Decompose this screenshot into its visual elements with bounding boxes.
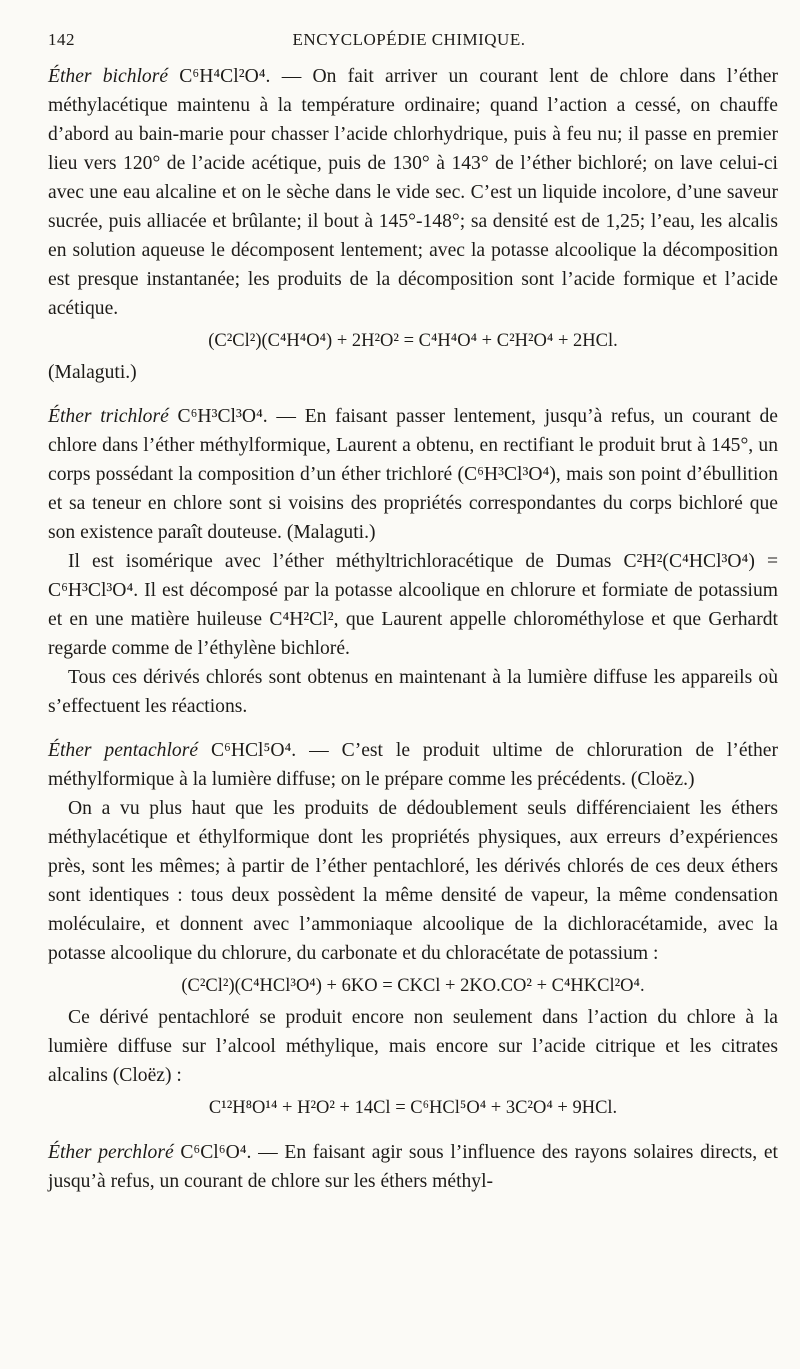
- equation-pentachlore-1: (C²Cl²)(C⁴HCl³O⁴) + 6KO = CKCl + 2KO.CO² + C⁴HKCl²O⁴.: [181, 976, 645, 996]
- paragraph-derive-pentachlore: Ce dérivé pentachloré se produit encore non seulement dans l’action du chlore à la lumière diffuse sur l’alcool méthylique, mais encore sur l’acide citrique et les citrates alcalins (Cloëz) :: [48, 1007, 778, 1086]
- term-ether-bichlore: Éther bichloré: [48, 66, 169, 87]
- formula-pentachlore: C⁶HCl⁵O⁴.: [210, 740, 297, 761]
- citation-malaguti: (Malaguti.): [48, 362, 137, 383]
- term-ether-trichlore: Éther trichloré: [48, 406, 169, 427]
- term-ether-perchlore: Éther perchloré: [48, 1142, 174, 1163]
- paragraph-dedoublement: On a vu plus haut que les produits de dédoublement seuls différenciaient les éthers méthylacétique et éthylformique dont les propriétés physiques, aux erreurs d’expériences près, sont les mêmes; à partir de l’éther pentachloré, les dérivés chlorés de ces deux éthers sont identiques : tous deux possèdent la même densité de vapeur, la même condensation moléculaire, et donnent avec l’ammoniaque alcoolique de la dichloracétamide, avec la potasse alcoolique du chlorure, du carbonate et du chloracétate de potassium :: [48, 798, 778, 964]
- term-ether-pentachlore: Éther pentachloré: [48, 740, 199, 761]
- paragraph-ether-bichlore: [48, 62, 778, 323]
- page-header: [48, 30, 770, 56]
- paragraph-ether-perchlore: [48, 1138, 778, 1196]
- page-body: [48, 62, 778, 1196]
- equation-pentachlore-2: C¹²H⁸O¹⁴ + H²O² + 14Cl = C⁶HCl⁵O⁴ + 3C²O⁴ + 9HCl.: [208, 1098, 618, 1118]
- page-number: 142: [48, 30, 75, 49]
- paragraph-isomerique: Il est isomérique avec l’éther méthyltrichloracétique de Dumas C²H²(C⁴HCl³O⁴) = C⁶H³Cl³O⁴. Il est décomposé par la potasse alcoolique en chlorure et formiate de potassium et en une matière huileuse C⁴H²Cl², que Laurent appelle chlorométhylose et que Gerhardt regarde comme de l’éthylène bichloré.: [48, 551, 778, 659]
- formula-trichlore: C⁶H³Cl³O⁴.: [177, 406, 268, 427]
- text-trichlore: — En faisant passer lentement, jusqu’à refus, un courant de chlore dans l’éther méthylformique, Laurent a obtenu, en rectifiant le produit brut à 145°, un corps possédant la composition d’un éther trichloré (C⁶H³Cl³O⁴), mais son point d’ébullition et sa teneur en chlore sont si voisins des propriétés correspondantes du corps bichloré que son existence paraît douteuse. (Malaguti.): [48, 406, 778, 543]
- formula-bichlore: C⁶H⁴Cl²O⁴.: [179, 66, 271, 87]
- paragraph-derives-chlores: Tous ces dérivés chlorés sont obtenus en maintenant à la lumière diffuse les appareils où s’effectuent les réactions.: [48, 667, 778, 717]
- paragraph-ether-pentachlore: [48, 736, 778, 794]
- formula-perchlore: C⁶Cl⁶O⁴.: [180, 1142, 252, 1163]
- running-title: ENCYCLOPÉDIE CHIMIQUE.: [292, 30, 526, 49]
- equation-bichlore: (C²Cl²)(C⁴H⁴O⁴) + 2H²O² = C⁴H⁴O⁴ + C²H²O⁴ + 2HCl.: [208, 331, 618, 351]
- text-pentachlore: — C’est le produit ultime de chloruration de l’éther méthylformique à la lumière diffuse; on le prépare comme les précédents. (Cloëz.): [48, 740, 778, 790]
- text-bichlore: — On fait arriver un courant lent de chlore dans l’éther méthylacétique maintenu à la température ordinaire; quand l’action a cessé, on chauffe d’abord au bain-marie pour chasser l’acide chlorhydrique, puis à feu nu; il passe en premier lieu vers 120° de l’acide acétique, puis de 130° à 143° de l’éther bichloré; on lave celui-ci avec une eau alcaline et on le sèche dans le vide sec. C’est un liquide incolore, d’une saveur sucrée, puis alliacée et brûlante; il bout à 145°-148°; sa densité est de 1,25; l’eau, les alcalis en solution aqueuse le décomposent lentement; avec la potasse alcoolique la décomposition est presque instantanée; les produits de la décomposition sont l’acide formique et l’acide acétique.: [48, 66, 779, 319]
- text-perchlore: — En faisant agir sous l’influence des rayons solaires directs, et jusqu’à refus, un courant de chlore sur les éthers méthyl-: [48, 1142, 778, 1192]
- paragraph-ether-trichlore: [48, 402, 778, 547]
